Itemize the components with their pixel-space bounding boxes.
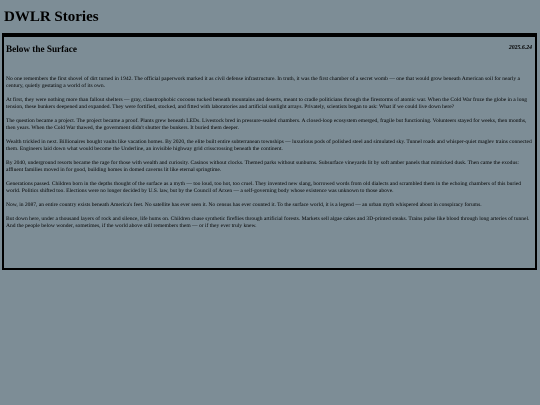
story-paragraph: Generations passed. Children born in the depths thought of the surface as a myth — too loud, too hot, too cruel. They invented new slang, borrowed words from old dialects and scrambled them in the echoing chambers of this buried world. Politics shifted too. Elections were no longer decided by U.S. law, but by the Council of Arxen — a self-governing body whose existence was unknown to those above. bbox=[6, 181, 522, 195]
story-paragraph: At first, they were nothing more than fallout shelters — gray, claustrophobic cocoons tucked beneath mountains and deserts, meant to cradle politicians through the firestorms of atomic war. When the Cold War froze the globe in a long tension, these bunkers deepened and expanded. They were fortified, stocked, and fitted with laboratories and artificial sunlight arrays. Privately, scientists began to ask: What if we could live down here? bbox=[6, 97, 528, 111]
story-paragraph: By 2040, underground resorts became the rage for those with wealth and curiosity. Casinos without clocks. Themed parks without sunburns. Subsurface vineyards lit by soft amber panels that mimicked dusk. Then came the exodus: affluent families moved in for good, building homes in domed caverns lit like eternal springtime. bbox=[6, 160, 519, 174]
story-header bbox=[6, 43, 532, 57]
story-card bbox=[2, 33, 537, 270]
story-paragraph: The question became a project. The project became a proof. Plants grew beneath LEDs. Livestock bred in pressure-sealed chambers. A closed-loop ecosystem emerged, fragile but functioning. Volunteers stayed for weeks, then months, then years. When the Cold War thawed, the government didn't shutter the bunkers. It buried them deeper. bbox=[6, 118, 527, 132]
story-title[interactable]: Below the Surface bbox=[6, 44, 77, 54]
story-body bbox=[6, 76, 532, 237]
story-paragraph: But down here, under a thousand layers of rock and silence, life hums on. Children chase synthetic fireflies through artificial forests. Markets sell algae cakes and 3D-printed steaks. Trains pulse like blood through long arteries of tunnel. And the people below wonder, sometimes, if the world above still remembers them — or if they ever truly knew. bbox=[6, 215, 530, 229]
story-paragraph: Now, in 2087, an entire country exists beneath America's feet. No satellite has ever seen it. No census has ever counted it. To the surface world, it is a legend — an urban myth whispered about in conspiracy forums. bbox=[6, 202, 482, 208]
story-date: 2025.6.24 bbox=[508, 45, 532, 51]
story-paragraph: No one remembers the first shovel of dirt turned in 1942. The official paperwork marked it as civil defense infrastructure. In truth, it was the first chamber of a secret womb — one that would grow beneath American soil for nearly a century, quietly gestating a world of its own. bbox=[6, 76, 520, 90]
site-title: DWLR Stories bbox=[4, 9, 99, 25]
story-paragraph: Wealth trickled in next. Billionaires bought vaults like vacation homes. By 2020, the elite built entire subterranean townships — luxurious pods of polished steel and simulated sky. Tunnel roads and whisper-quiet maglev trains connected them. Engineers laid down what would become the Underline, an invisible highway grid crisscrossing beneath the continent. bbox=[6, 139, 532, 153]
